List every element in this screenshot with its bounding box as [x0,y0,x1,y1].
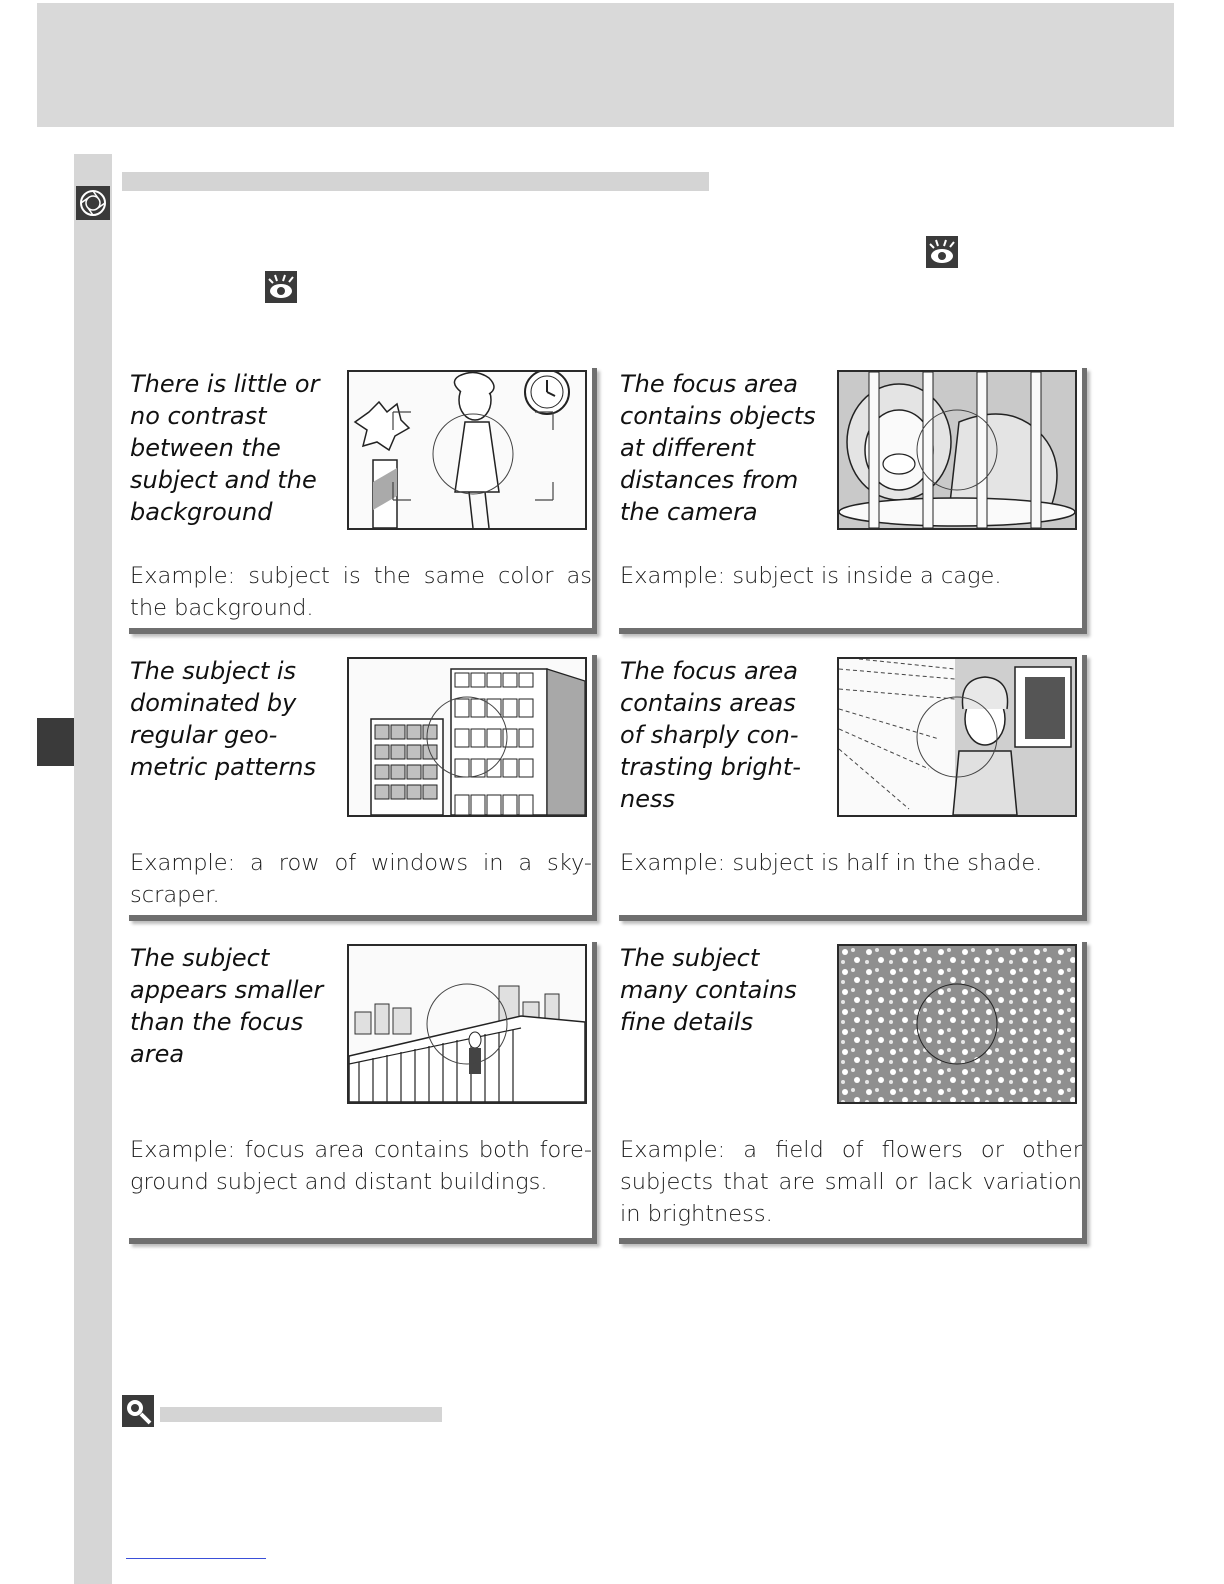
card-example: Example: subject is inside a cage. [620,563,1002,589]
card-example: Example: subject is half in the shade. [620,850,1043,876]
woman-in-shade-icon [837,657,1077,817]
card-example: Example: a field of flowers or other subjects that are small or lack variation in brightness. [620,1137,1082,1227]
side-strip [74,154,112,1584]
eye-reference-icon[interactable] [926,236,958,268]
example-card [614,649,1082,915]
card-example: Example: a row of windows in a sky-scraper. [130,850,592,908]
example-card [614,936,1082,1238]
example-card [124,649,592,915]
card-example: Example: subject is the same color as the background. [130,563,592,621]
footer-link-underline[interactable] [126,1558,266,1559]
flower-field-icon [837,944,1077,1104]
card-title: There is little or no contrast between the subject and the background [130,370,320,526]
section-title-bar [122,172,709,191]
note-magnifier-icon [122,1395,154,1427]
aperture-icon [76,186,110,220]
bridge-and-city-icon [347,944,587,1104]
note-title-bar [160,1407,442,1422]
example-card [124,936,592,1238]
card-title: The focus area contains objects at different distances from the camera [620,370,816,526]
eye-reference-icon[interactable] [265,271,297,303]
card-title: The subject many contains fine details [620,944,797,1036]
example-card [124,362,592,628]
card-title: The subject appears smaller than the focus area [130,944,324,1068]
woman-and-clock-icon [347,370,587,530]
skyscraper-windows-icon [347,657,587,817]
card-title: The focus area contains areas of sharply con-trasting bright-ness [620,657,801,813]
lion-in-cage-icon [837,370,1077,530]
header-band [37,3,1174,127]
chapter-tab [37,718,74,766]
card-example: Example: focus area contains both fore-ground subject and distant buildings. [130,1137,592,1195]
card-title: The subject is dominated by regular geo-metric patterns [130,657,317,781]
example-card [614,362,1082,628]
